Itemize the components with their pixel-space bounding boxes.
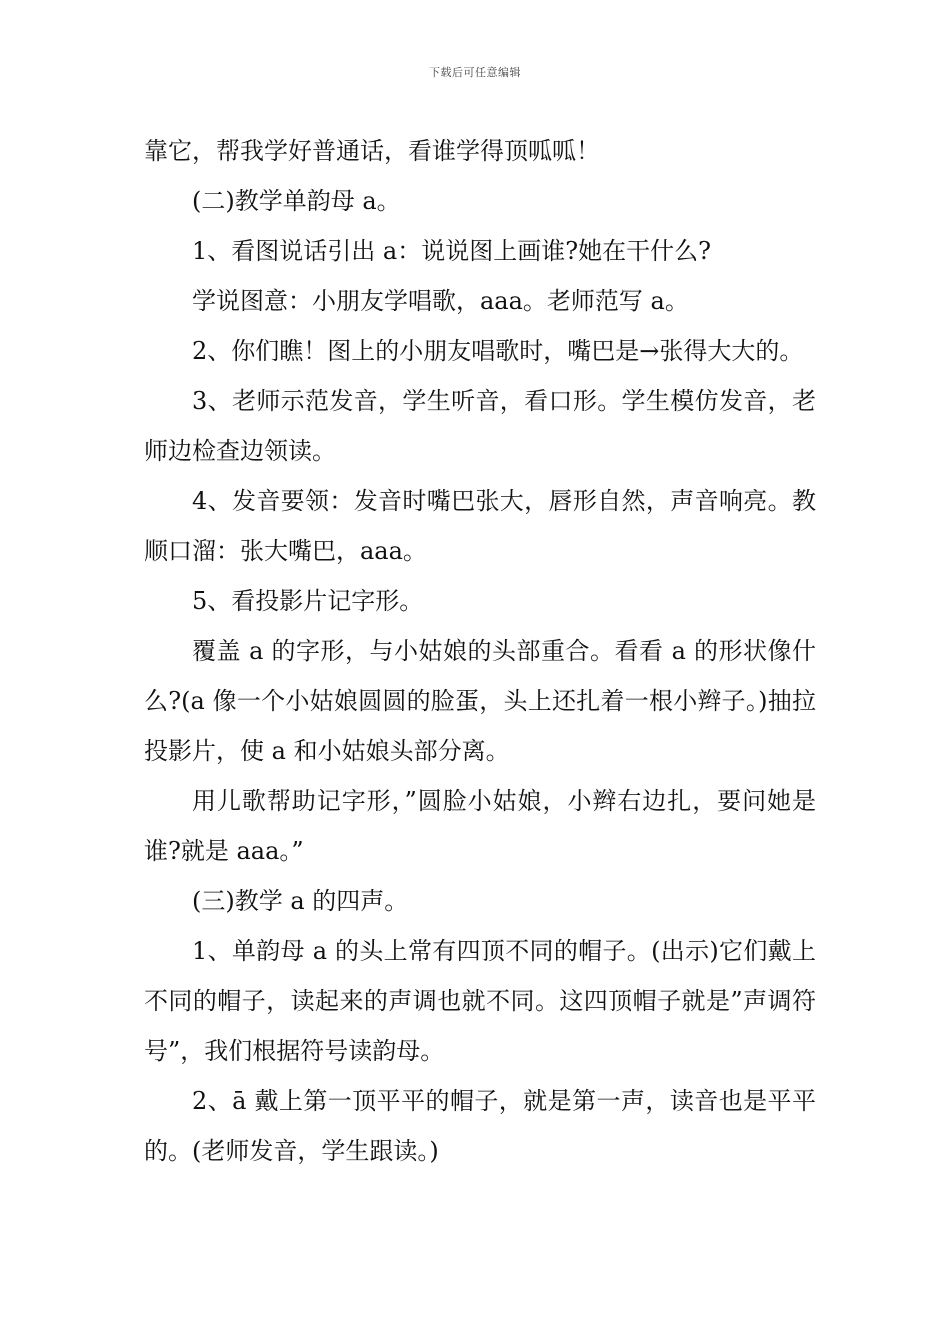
paragraph-9: 覆盖 a 的字形，与小姑娘的头部重合。看看 a 的形状像什么?(a 像一个小姑娘圆圆的脸蛋，头上还扎着一根小辫子。)抽拉投影片，使 a 和小姑娘头部分离。 [144, 637, 816, 765]
paragraph-7: 4、发音要领：发音时嘴巴张大，唇形自然，声音响亮。教顺口溜：张大嘴巴，aaa。 [144, 487, 816, 565]
page-header-note: 下载后可任意编辑 [429, 66, 521, 79]
paragraph-3: 1、看图说话引出 a：说说图上画谁?她在干什么? [192, 237, 711, 265]
paragraph-6: 3、老师示范发音，学生听音，看口形。学生模仿发音，老师边检查边领读。 [144, 387, 816, 465]
paragraph-12: 1、单韵母 a 的头上常有四顶不同的帽子。(出示)它们戴上不同的帽子，读起来的声调也就不同。这四顶帽子就是”声调符号”，我们根据符号读韵母。 [144, 937, 816, 1065]
paragraph-4: 学说图意：小朋友学唱歌，aaa。老师范写 a。 [192, 287, 689, 315]
document-body [144, 126, 816, 1176]
paragraph-10: 用儿歌帮助记字形，”圆脸小姑娘，小辫右边扎，要问她是谁?就是 aaa。” [144, 787, 816, 865]
paragraph-11: (三)教学 a 的四声。 [192, 887, 409, 915]
paragraph-5: 2、你们瞧！图上的小朋友唱歌时，嘴巴是→张得大大的。 [192, 337, 804, 365]
paragraph-13: 2、ā 戴上第一顶平平的帽子，就是第一声，读音也是平平的。(老师发音，学生跟读。) [144, 1087, 816, 1165]
paragraph-2: (二)教学单韵母 a。 [192, 187, 401, 215]
paragraph-8: 5、看投影片记字形。 [192, 587, 424, 615]
paragraph-1: 靠它，帮我学好普通话，看谁学得顶呱呱！ [144, 137, 600, 165]
